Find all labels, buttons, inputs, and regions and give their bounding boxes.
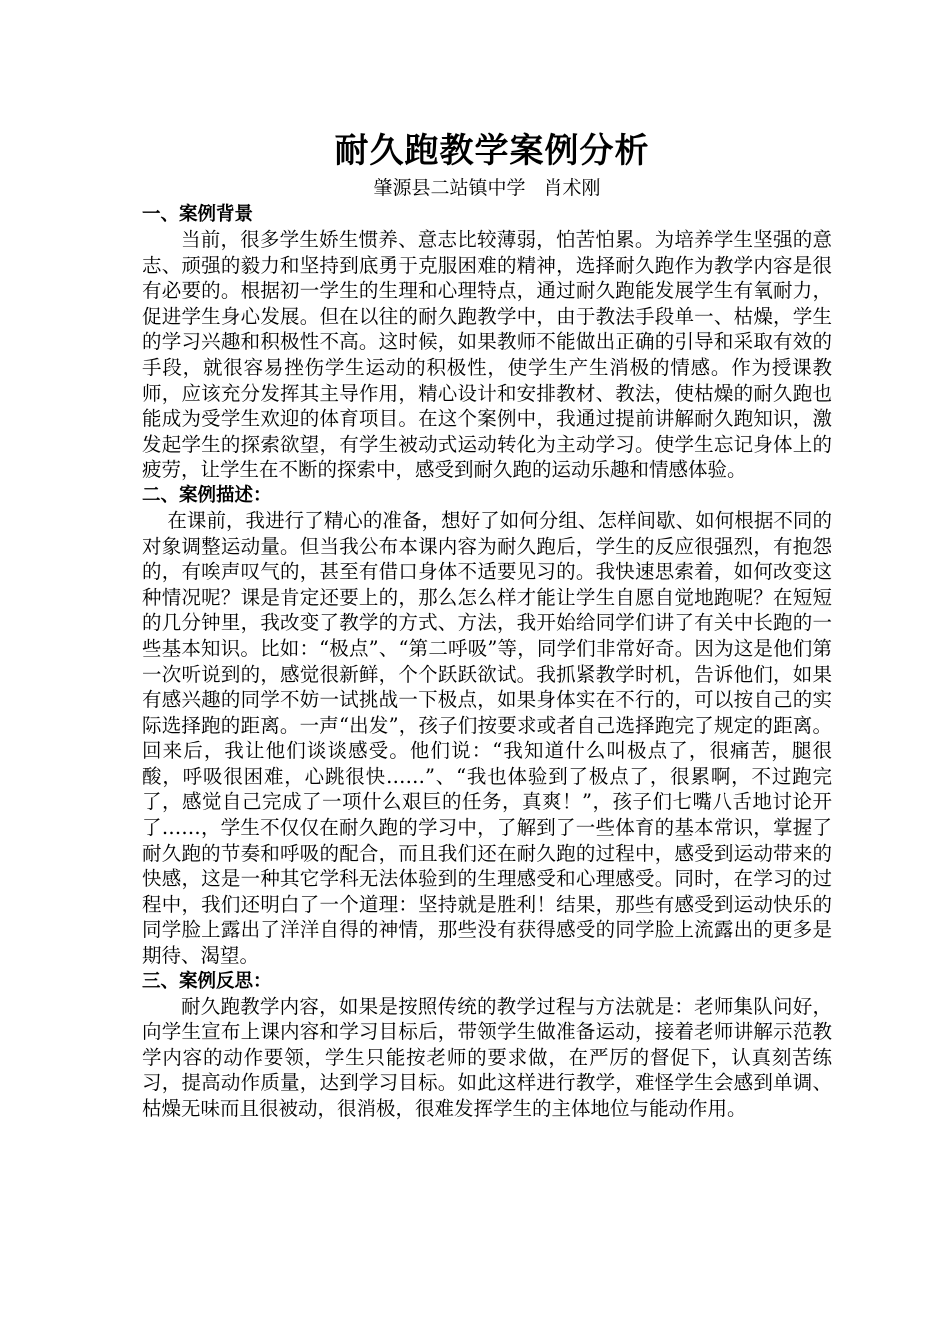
section-body: 当前，很多学生娇生惯养、意志比较薄弱，怕苦怕累。为培养学生坚强的意志、顽强的毅力和坚持到底勇于克服困难的精神，选择耐久跑作为教学内容是很有必要的。根据初一学生的生理和心理特点，通过耐久跑能发展学生有氧耐力，促进学生身心发展。但在以往的耐久跑教学中，由于教法手段单一、枯燥，学生的学习兴趣和积极性不高。这时候，如果教师不能做出正确的引导和采取有效的手段，就很容易挫伤学生运动的积极性，使学生产生消极的情感。作为授课教师，应该充分发挥其主导作用，精心设计和安排教材、教法，使枯燥的耐久跑也能成为受学生欢迎的体育项目。在这个案例中，我通过提前讲解耐久跑知识，激发起学生的探索欲望，有学生被动式运动转化为主动学习。使学生忘记身体上的疲劳，让学生在不断的探索中，感受到耐久跑的运动乐趣和情感体验。 — [142, 228, 832, 482]
section-body: 耐久跑教学内容，如果是按照传统的教学过程与方法就是：老师集队问好，向学生宣布上课内容和学习目标后，带领学生做准备运动，接着老师讲解示范教学内容的动作要领，学生只能按老师的要求做，在严厉的督促下，认真刻苦练习，提高动作质量，达到学习目标。如此这样进行教学，难怪学生会感到单调、枯燥无味而且很被动，很消极，很难发挥学生的主体地位与能动作用。 — [142, 994, 832, 1120]
section-reflection — [142, 969, 832, 1122]
section-heading: 一、案例背景 — [142, 204, 254, 225]
document-title: 耐久跑教学案例分析 — [334, 131, 650, 171]
section-background — [142, 202, 832, 483]
author-line: 肇源县二站镇中学 肖术刚 — [373, 177, 601, 199]
section-body: 在课前，我进行了精心的准备，想好了如何分组、怎样间歇、如何根据不同的对象调整运动量。但当我公布本课内容为耐久跑后，学生的反应很强烈，有抱怨的，有唉声叹气的，甚至有借口身体不适要见习的。我快速思索着，如何改变这种情况呢？课是肯定还要上的，那么怎么样才能让学生自愿自觉地跑呢？在短短的几分钟里，我改变了教学的方式、方法，我开始给同学们讲了有关中长跑的一些基本知识。比如：“极点”、“第二呼吸”等，同学们非常好奇。因为这是他们第一次听说到的，感觉很新鲜，个个跃跃欲试。我抓紧教学时机，告诉他们，如果有感兴趣的同学不妨一试挑战一下极点，如果身体实在不行的，可以按自己的实际选择跑的距离。一声“出发”，孩子们按要求或者自己选择跑完了规定的距离。回来后，我让他们谈谈感受。他们说：“我知道什么叫极点了，很痛苦，腿很酸，呼吸很困难，心跳很快……”、“我也体验到了极点了，很累啊，不过跑完了，感觉自己完成了一项什么艰巨的任务，真爽！”，孩子们七嘴八舌地讨论开了……，学生不仅仅在耐久跑的学习中，了解到了一些体育的基本常识，掌握了耐久跑的节奏和呼吸的配合，而且我们还在耐久跑的过程中，感受到运动带来的快感，这是一种其它学科无法体验到的生理感受和心理感受。同时，在学习的过程中，我们还明白了一个道理：坚持就是胜利！结果，那些有感受到运动快乐的同学脸上露出了洋洋自得的神情，那些没有获得感受的同学脸上流露出的更多是期待、渴望。 — [142, 508, 832, 968]
section-heading: 二、案例描述： — [142, 484, 272, 506]
section-description — [142, 483, 832, 969]
section-heading: 三、案例反思： — [142, 970, 272, 992]
document-page — [142, 128, 832, 1122]
